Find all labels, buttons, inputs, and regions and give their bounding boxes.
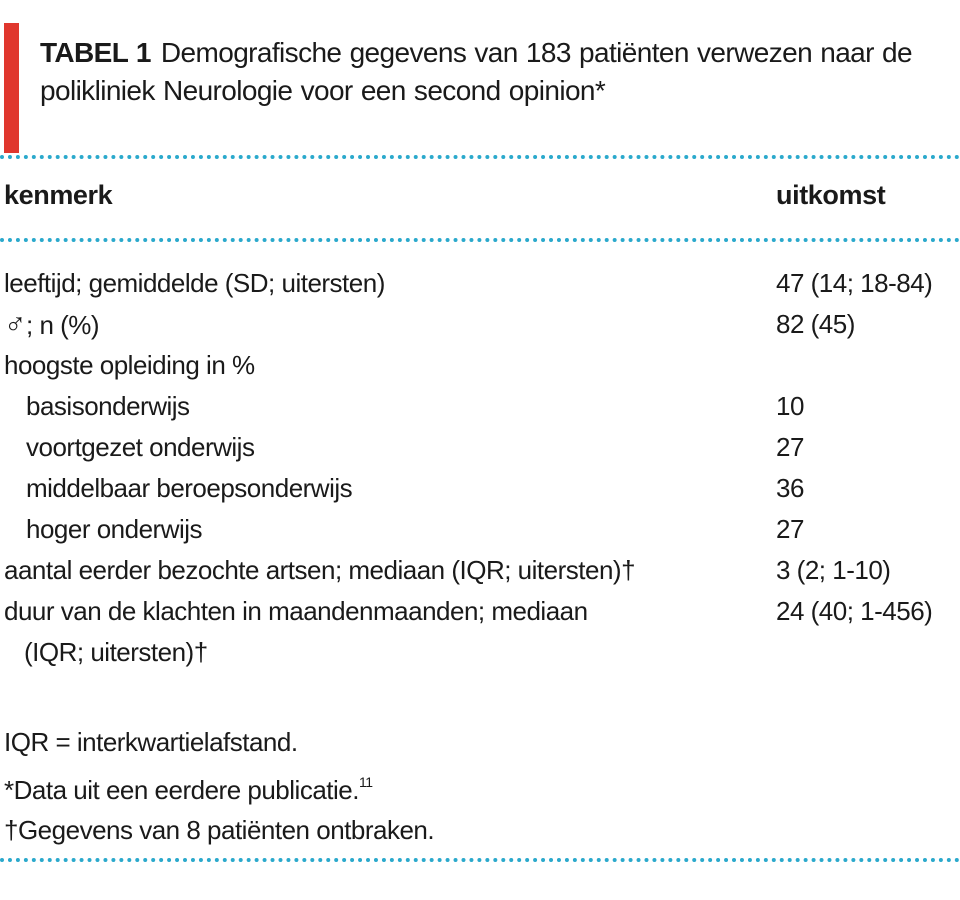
row-label: hoger onderwijs — [26, 514, 203, 544]
table-row — [0, 468, 960, 509]
footnote-iqr: IQR = interkwartielafstand. — [4, 727, 298, 757]
bottom-divider — [0, 858, 960, 862]
table-row — [0, 591, 960, 673]
row-value: 47 (14; 18-84) — [776, 268, 933, 298]
row-label: basisonderwijs — [26, 391, 190, 421]
table-row — [0, 345, 960, 386]
row-label-text: ; n (%) — [26, 310, 100, 340]
row-value: 27 — [776, 514, 804, 544]
footnote-data-source — [4, 762, 434, 810]
footnote-reference: 11 — [358, 774, 373, 790]
row-label — [4, 304, 704, 346]
accent-bar — [4, 23, 19, 153]
row-label-text: duur van de klachten in maandenmaanden; mediaan — [4, 596, 588, 626]
row-label: aantal eerder bezochte artsen; mediaan (IQR; uitersten)† — [4, 555, 636, 585]
row-label: middelbaar beroepsonderwijs — [26, 473, 353, 503]
table-row — [0, 304, 960, 345]
table-label: TABEL 1 — [40, 37, 151, 68]
header-outcome: uitkomst — [776, 180, 886, 210]
table-title-text: Demografische gegevens van 183 patiënten verwezen naar de polikliniek Neurologie voor een second opinion* — [40, 37, 912, 106]
row-value: 24 (40; 1-456) — [776, 596, 933, 626]
row-value: 82 (45) — [776, 309, 855, 339]
table-row — [0, 550, 960, 591]
row-value: 10 — [776, 391, 804, 421]
table-row — [0, 427, 960, 468]
table-title — [40, 34, 955, 110]
row-label: hoogste opleiding in % — [4, 350, 255, 380]
table-row — [0, 386, 960, 427]
male-icon: ♂ — [4, 308, 26, 341]
top-divider — [0, 155, 960, 159]
table-row — [0, 263, 960, 304]
row-label: voortgezet onderwijs — [26, 432, 255, 462]
footnotes — [4, 722, 434, 850]
header-divider — [0, 238, 960, 242]
table-row — [0, 509, 960, 550]
footnote-data-source-text: *Data uit een eerdere publicatie. — [4, 775, 359, 805]
header-feature: kenmerk — [4, 180, 113, 210]
row-label-continuation: (IQR; uitersten)† — [24, 637, 208, 667]
footnote-missing: †Gegevens van 8 patiënten ontbraken. — [4, 815, 435, 845]
row-label — [4, 591, 704, 673]
table-body — [0, 263, 960, 673]
row-value: 3 (2; 1-10) — [776, 555, 891, 585]
row-value: 27 — [776, 432, 804, 462]
row-value: 36 — [776, 473, 804, 503]
row-label: leeftijd; gemiddelde (SD; uitersten) — [4, 268, 385, 298]
